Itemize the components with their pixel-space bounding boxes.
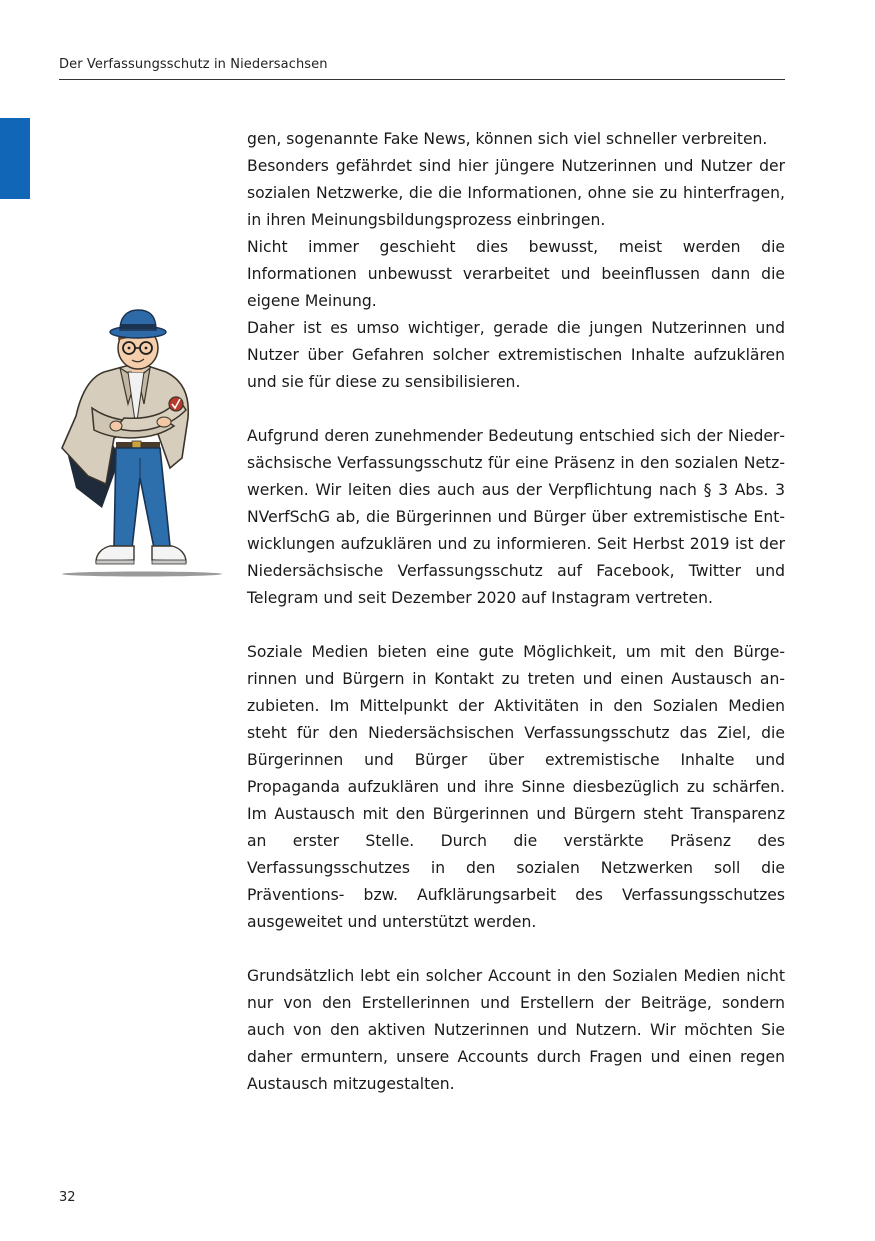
body-text [247,126,785,1098]
page-number: 32 [59,1190,76,1205]
paragraph-2: Besonders gefährdet sind hier jüngere Nutzerinnen und Nutzer der sozialen Netzwerke, die die Informationen, ohne sie zu hinterfragen, in ihren Meinungsbildungsprozess einbringen. [247,157,785,229]
paragraph-5: Aufgrund deren zunehmender Bedeutung entschied sich der Niedersächsische Verfassungsschutz für eine Präsenz in den sozialen Netzwerken. Wir leiten dies auch aus der Verpflichtung nach § 3 Abs. 3 NVerfSchG ab, die Bürgerinnen und Bürger über extremistische Entwicklungen aufzuklären und zu informieren. Seit Herbst 2019 ist der Niedersächsische Verfassungsschutz auf Facebook, Twitter und Telegram und seit Dezember 2020 auf Instagram vertreten. [247,427,785,607]
agent-mascot-icon [58,308,226,580]
paragraph-4: Daher ist es umso wichtiger, gerade die jungen Nutzerinnen und Nutzer über Gefahren solcher extremistischen Inhalte aufzuklären und sie für diese zu sensibilisieren. [247,319,785,391]
paragraph-6: Soziale Medien bieten eine gute Möglichkeit, um mit den Bürgerinnen und Bürgern in Kontakt zu treten und einen Austausch anzubieten. Im Mittelpunkt der Aktivitäten in den Sozialen Medien steht für den Niedersächsischen Verfassungsschutz das Ziel, die Bürgerinnen und Bürger über extremistische Inhalte und Propaganda aufzuklären und ihre Sinne diesbezüglich zu schärfen. Im Austausch mit den Bürgerinnen und Bürgern steht Transparenz an erster Stelle. Durch die verstärkte Präsenz des Verfassungsschutzes in den sozialen Netzwerken soll die Präventions- bzw. Aufklärungsarbeit des Verfassungsschutzes ausgeweitet und unterstützt werden. [247,643,785,931]
running-header: Der Verfassungsschutz in Niedersachsen [59,57,328,72]
paragraph-1: gen, sogenannte Fake News, können sich viel schneller verbreiten. [247,130,768,148]
paragraph-7: Grundsätzlich lebt ein solcher Account in den Sozialen Medien nicht nur von den Erstellerinnen und Erstellern der Beiträge, sondern auch von den aktiven Nutzerinnen und Nutzern. Wir möchten Sie daher ermuntern, unsere Accounts durch Fragen und einen regen Austausch mitzugestalten. [247,967,785,1093]
chapter-marker [0,118,30,199]
header-divider [59,79,785,80]
paragraph-3: Nicht immer geschieht dies bewusst, meist werden die Informationen unbewusst verarbeitet und beeinflussen dann die eigene Meinung. [247,238,785,310]
